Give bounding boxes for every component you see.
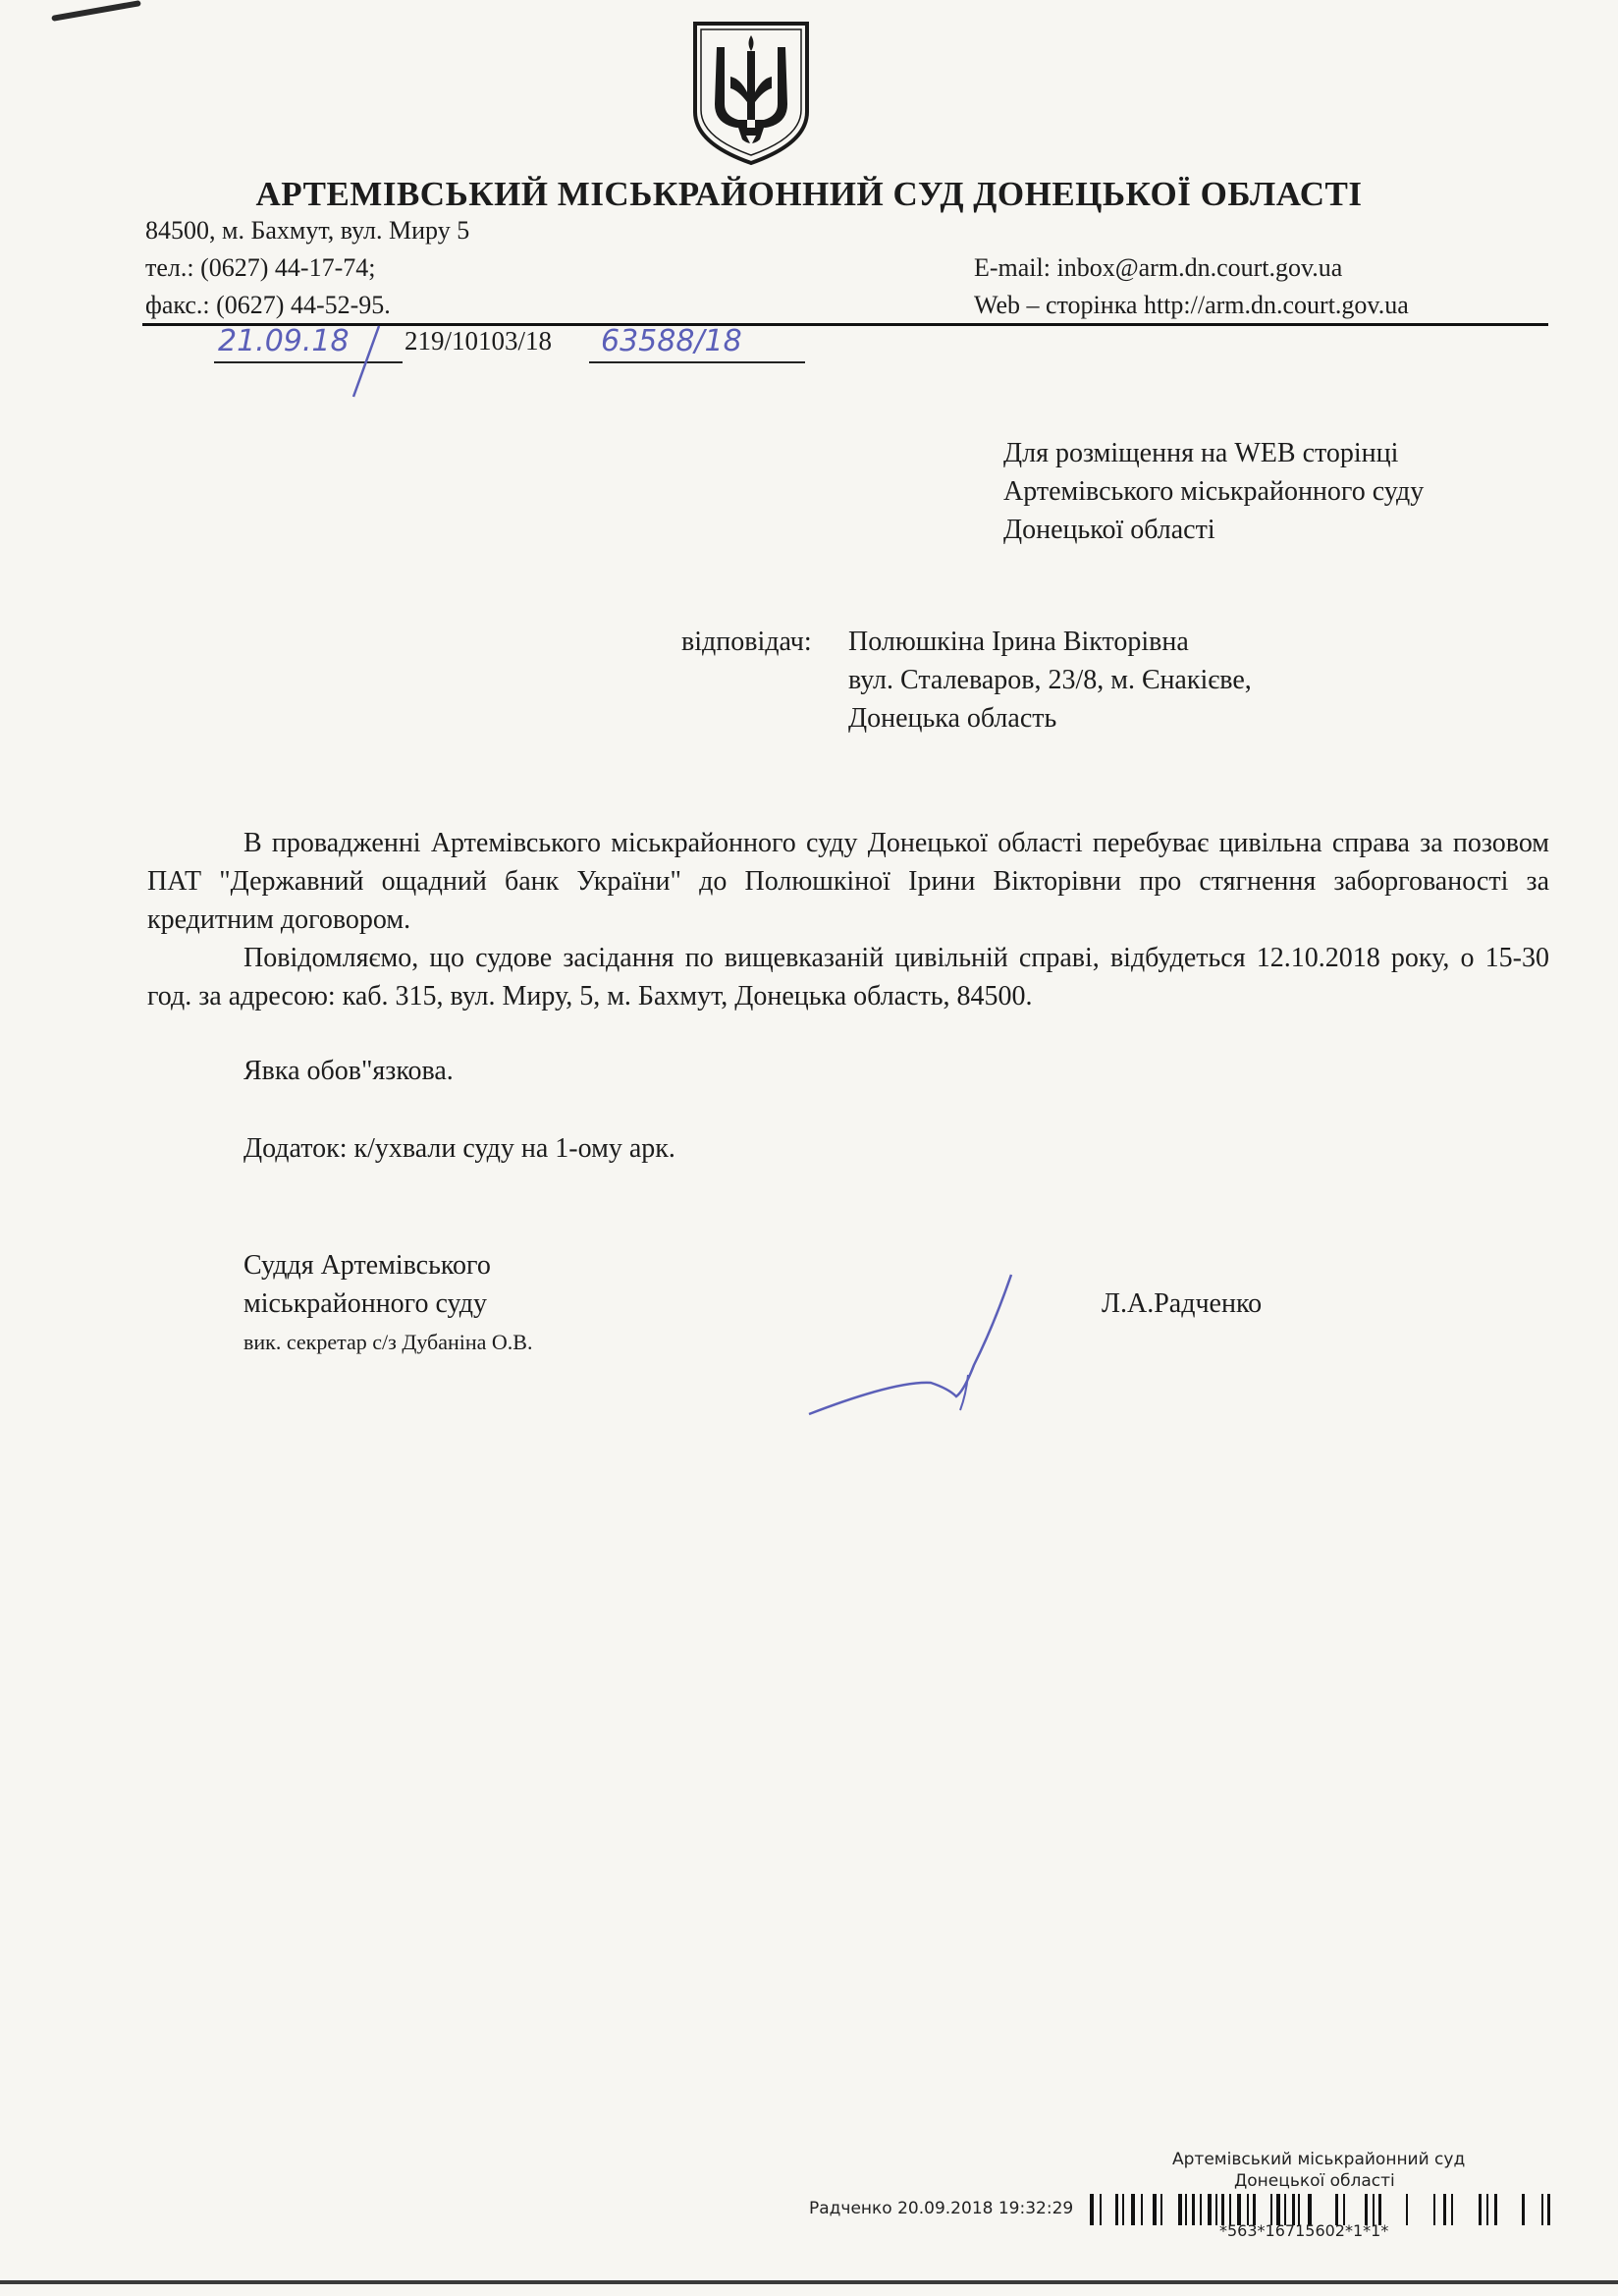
coat-of-arms-icon [687,18,815,167]
defendant-label: відповідач: [681,627,812,657]
attendance-mandatory: Явка обов"язкова. [243,1056,454,1086]
handwritten-outgoing-number: 63588/18 [601,324,742,358]
secretary-note: вик. секретар с/з Дубаніна О.В. [243,1330,533,1354]
court-fax: факс.: (0627) 44-52-95. [145,291,391,319]
paragraph-case-info: В провадженні Артемівського міськрайонного суду Донецької області перебуває цивільна справа за позовом ПАТ "Державний ощадний банк України" до Полюшкіної Ірини Вікторівни про стягнення заборгованості за кредитним договором. [147,828,1549,935]
handwritten-signature [801,1267,1027,1424]
stamp-printed-info: Радченко 20.09.2018 19:32:29 [809,2199,1074,2218]
paragraph-hearing-notice: Повідомляємо, що судове засідання по вищевказаній цивільній справі, відбудеться 12.10.2018 року, о 15-30 год. за адресою: каб. 315, вул. Миру, 5, м. Бахмут, Донецька область, 84500. [147,943,1549,1011]
judge-name: Л.А.Радченко [1102,1288,1263,1319]
barcode-code: *563*16715602*1*1* [1219,2221,1389,2240]
defendant-name: Полюшкіна Ірина Вікторівна [848,627,1189,657]
court-name: АРТЕМІВСЬКИЙ МІСЬКРАЙОННИЙ СУД ДОНЕЦЬКОЇ ОБЛАСТІ [255,175,1363,213]
handwritten-date: 21.09.18 [218,324,350,358]
case-number: 219/10103/18 [404,326,553,355]
scan-mark [51,0,141,22]
court-email: E-mail: inbox@arm.dn.court.gov.ua [974,253,1343,282]
court-phone: тел.: (0627) 44-17-74; [145,253,376,282]
handwritten-slash [346,322,385,401]
number-underline [589,361,805,363]
judge-title-line-1: Суддя Артемівського [243,1250,491,1281]
court-address: 84500, м. Бахмут, вул. Миру 5 [145,216,470,245]
defendant-address-2: Донецька область [848,703,1057,734]
stamp-org-line-2: Донецької області [1234,2171,1395,2191]
addressee-line-3: Донецької області [1003,515,1215,545]
attachment-note: Додаток: к/ухвали суду на 1-ому арк. [243,1133,675,1164]
judge-title-line-2: міськрайонного суду [243,1288,488,1319]
stamp-org-line-1: Артемівський міськрайонний суд [1172,2150,1466,2169]
addressee-line-2: Артемівського міськрайонного суду [1003,476,1425,507]
scan-bottom-edge [0,2280,1618,2284]
court-web: Web – сторінка http://arm.dn.court.gov.ua [974,291,1409,319]
defendant-address-1: вул. Сталеваров, 23/8, м. Єнакієве, [848,665,1252,695]
addressee-line-1: Для розміщення на WEB сторінці [1003,438,1399,468]
